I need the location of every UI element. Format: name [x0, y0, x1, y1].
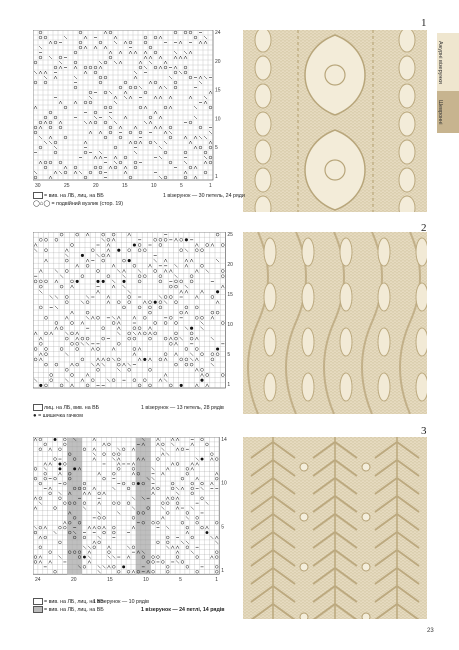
- leaf-motif: [302, 283, 314, 311]
- bobble-symbol: [154, 301, 157, 304]
- leaf-motif: [302, 373, 314, 401]
- leaf-motif: [416, 328, 427, 356]
- bobble: [362, 613, 370, 619]
- row-number: 25: [227, 232, 233, 238]
- bobble: [300, 463, 308, 471]
- row-number: 1: [221, 568, 224, 575]
- pattern-1-legend: [33, 192, 245, 208]
- column-number: 24: [35, 577, 41, 584]
- legend-white-cell: [33, 598, 43, 605]
- bobble-symbol: [201, 458, 204, 461]
- chart-grid: [33, 437, 219, 574]
- leaf-motif: [416, 283, 427, 311]
- legend-text: лиц. на ЛБ, вив. на ВБ: [44, 405, 100, 411]
- leaf-motif: [399, 140, 415, 164]
- column-number: 15: [107, 577, 113, 584]
- column-number: 1: [215, 577, 218, 584]
- bobble-symbol: [180, 384, 183, 387]
- bobble: [300, 613, 308, 619]
- pattern-3-chart: [33, 437, 233, 589]
- bobble-symbol: [216, 290, 219, 293]
- leaf-motif: [264, 283, 276, 311]
- leaf-motif: [416, 238, 427, 266]
- leaf-motif: [416, 373, 427, 401]
- leaf-motif: [399, 56, 415, 80]
- row-number: 24: [215, 30, 221, 36]
- leaf-motif: [264, 238, 276, 266]
- row-number: 20: [215, 58, 221, 65]
- legend-repeat: 1 візерунок — 10 рядів: [93, 599, 149, 605]
- bobble: [300, 563, 308, 571]
- row-number: 1: [227, 382, 231, 388]
- bobble-symbol: [58, 462, 61, 465]
- bobble-symbol: [39, 384, 42, 387]
- bobble-symbol: [205, 531, 208, 534]
- bobble-symbol: [102, 280, 105, 283]
- row-number: 15: [227, 292, 233, 298]
- legend-repeat: 1 візерунок — 13 петель, 28 рядів: [141, 405, 224, 411]
- column-number: 30: [35, 183, 41, 189]
- row-number: 20: [227, 262, 233, 268]
- bobble-symbol: [137, 482, 140, 485]
- legend-grey-cell: [33, 606, 43, 613]
- leaf-motif: [378, 328, 390, 356]
- leaf-motif: [399, 30, 415, 52]
- bobble-symbol: [96, 280, 99, 283]
- leaf-motif: [340, 238, 352, 266]
- leaf-motif: [255, 84, 271, 108]
- row-number: 5: [215, 145, 218, 152]
- leaf-motif: [340, 328, 352, 356]
- legend-white-cell: [33, 192, 43, 199]
- bobble-symbol: [122, 565, 125, 568]
- bobble-symbol: [200, 379, 203, 382]
- pattern-1-photo: [243, 30, 427, 212]
- leaf-motif: [340, 373, 352, 401]
- legend-repeat: 1 візерунок — 24 петлі, 14 рядів: [141, 607, 225, 613]
- bobble-symbol: [117, 249, 120, 252]
- pattern-3-number: 3: [421, 425, 427, 437]
- leaf-motif: [340, 283, 352, 311]
- chart-grid: [33, 30, 213, 180]
- legend-text: = вив. на ЛБ, лиц. на ВБ: [44, 599, 104, 605]
- row-number: 5: [227, 352, 231, 358]
- pattern-2-photo: [243, 232, 427, 414]
- bobble-symbol: [81, 254, 84, 257]
- leaf-motif: [264, 328, 276, 356]
- leaf-motif: [264, 373, 276, 401]
- column-number: 20: [71, 577, 77, 584]
- bobble-symbol: [58, 467, 61, 470]
- double-knot-icon: ◯⌂◯: [33, 201, 51, 207]
- leaf-motif: [378, 283, 390, 311]
- chart-grid: [33, 232, 225, 388]
- legend-text: = вив. на ЛБ, лиц. на ВБ: [44, 193, 104, 199]
- side-tab-chevron: [437, 91, 459, 133]
- legend-text: = подвійний вузлик (стор. 19): [51, 201, 123, 207]
- pattern-1-chart: [33, 30, 233, 190]
- leaf-motif: [255, 30, 271, 52]
- bobble-symbol: [133, 243, 136, 246]
- row-number: 14: [221, 437, 227, 443]
- bobble-symbol: [54, 438, 57, 441]
- leaf-motif: [255, 168, 271, 192]
- leaf-motif: [302, 238, 314, 266]
- pattern-2-number: 2: [421, 222, 427, 234]
- column-number: 5: [179, 577, 182, 584]
- side-tab-openwork: [437, 33, 459, 91]
- bobble-symbol: [128, 259, 131, 262]
- bobble: [362, 563, 370, 571]
- side-tab-label: Ажурні візерунки: [437, 40, 443, 84]
- bobble-symbol: [190, 327, 193, 330]
- row-number: 10: [215, 116, 221, 123]
- row-number: 10: [221, 480, 227, 487]
- bobble-symbol: [122, 280, 125, 283]
- leaf-motif: [378, 238, 390, 266]
- leaf-motif: [255, 140, 271, 164]
- leaf-motif: [399, 84, 415, 108]
- bobble-symbol: [185, 238, 188, 241]
- bobble-symbol: [83, 556, 86, 559]
- row-number: 15: [215, 87, 221, 94]
- column-number: 5: [180, 183, 183, 189]
- column-number: 1: [209, 183, 212, 189]
- pattern-3-legend: [33, 598, 225, 614]
- legend-white-cell: [33, 404, 43, 411]
- bobble-symbol: [143, 358, 146, 361]
- column-number: 20: [93, 183, 99, 189]
- pattern-1-number: 1: [421, 17, 427, 29]
- pattern-2-legend: лиц. на ЛБ, вив. на ВБ 1 візерунок — 13 петель, 28 рядів ● = шишечка гачком: [33, 405, 224, 419]
- bobble-symbol: [216, 347, 219, 350]
- leaf-motif: [399, 168, 415, 192]
- column-number: 10: [143, 577, 149, 584]
- row-number: 10: [227, 322, 233, 328]
- legend-repeat: 1 візерунок — 30 петель, 24 ряди: [163, 193, 245, 199]
- leaf-motif: [255, 112, 271, 136]
- leaf-motif: [378, 373, 390, 401]
- column-number: 15: [122, 183, 128, 189]
- pattern-2-chart: [33, 232, 233, 400]
- leaf-motif: [255, 56, 271, 80]
- legend-text: шишечка гачком: [42, 413, 83, 419]
- row-number: 1: [215, 174, 218, 180]
- page-number: 23: [427, 628, 434, 634]
- bobble: [300, 513, 308, 521]
- bobble-icon: ●: [33, 413, 37, 419]
- leaf-motif: [399, 112, 415, 136]
- pattern-3-photo: [243, 437, 427, 619]
- side-tab-label: Шевронні: [437, 99, 443, 125]
- bobble-symbol: [76, 280, 79, 283]
- column-number: 25: [64, 183, 70, 189]
- column-number: 10: [151, 183, 157, 189]
- legend-text: = вив. на ЛБ, лиц. на ВБ: [44, 607, 104, 613]
- bobble: [362, 463, 370, 471]
- bobble-symbol: [73, 467, 76, 470]
- bobble: [362, 513, 370, 521]
- row-number: 5: [221, 524, 224, 531]
- leaf-motif: [302, 328, 314, 356]
